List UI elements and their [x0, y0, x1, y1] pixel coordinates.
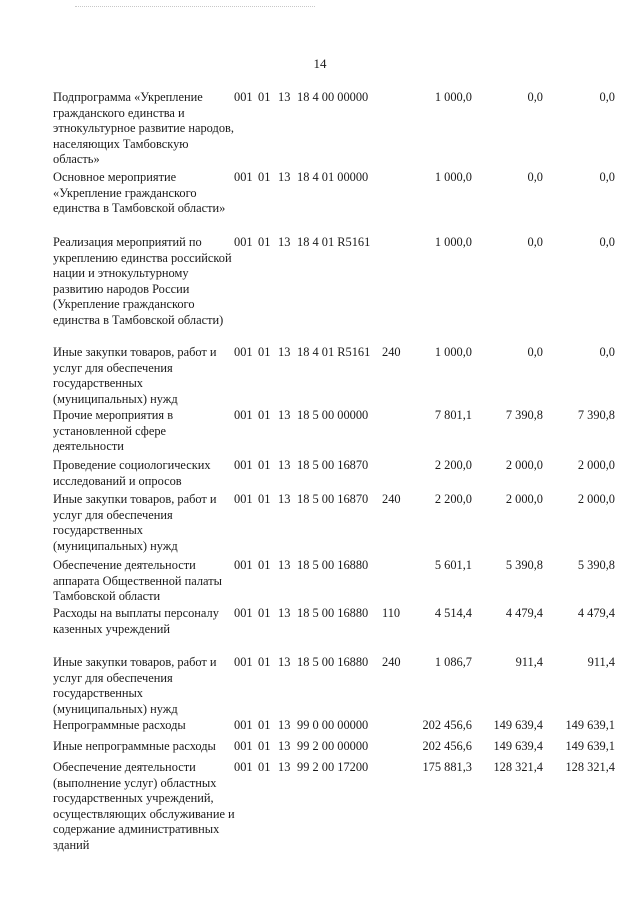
- amount-year-1: 7 801,1: [434, 408, 472, 422]
- row-description: Основное мероприятие «Укрепление гражданского единства в Тамбовской области»: [53, 170, 226, 216]
- department-code: 001: [234, 90, 253, 104]
- target-article-code: 18 5 00 16880: [297, 655, 369, 669]
- section-code: 01: [258, 235, 271, 249]
- section-code: 01: [258, 345, 271, 359]
- amount-year-3: 4 479,4: [577, 606, 615, 620]
- subsection-code: 13: [278, 606, 291, 620]
- target-article-code: 18 4 01 R5161: [297, 235, 371, 249]
- subsection-code: 13: [278, 408, 291, 422]
- section-code: 01: [258, 90, 271, 104]
- subsection-code: 13: [278, 739, 291, 753]
- amount-year-1: 1 086,7: [434, 655, 472, 669]
- row-description: Подпрограмма «Укрепление гражданского единства и этнокультурное развитие народов, населяющих Тамбовскую область»: [53, 90, 234, 167]
- amount-year-3: 5 390,8: [577, 558, 615, 572]
- expense-type-code: 240: [382, 655, 401, 669]
- department-code: 001: [234, 458, 253, 472]
- amount-year-1: 1 000,0: [434, 345, 472, 359]
- amount-year-3: 2 000,0: [577, 458, 615, 472]
- row-description: Расходы на выплаты персоналу казенных учреждений: [53, 606, 219, 636]
- section-code: 01: [258, 408, 271, 422]
- amount-year-2: 2 000,0: [505, 458, 543, 472]
- subsection-code: 13: [278, 760, 291, 774]
- amount-year-3: 0,0: [599, 90, 615, 104]
- subsection-code: 13: [278, 235, 291, 249]
- subsection-code: 13: [278, 558, 291, 572]
- section-code: 01: [258, 655, 271, 669]
- expense-type-code: 110: [382, 606, 401, 620]
- amount-year-1: 2 200,0: [434, 492, 472, 506]
- amount-year-1: 202 456,6: [422, 739, 472, 753]
- amount-year-2: 0,0: [527, 235, 543, 249]
- amount-year-3: 128 321,4: [565, 760, 615, 774]
- department-code: 001: [234, 408, 253, 422]
- section-code: 01: [258, 760, 271, 774]
- amount-year-1: 1 000,0: [434, 170, 472, 184]
- amount-year-3: 911,4: [587, 655, 615, 669]
- subsection-code: 13: [278, 170, 291, 184]
- amount-year-1: 4 514,4: [434, 606, 472, 620]
- amount-year-3: 0,0: [599, 170, 615, 184]
- amount-year-3: 0,0: [599, 235, 615, 249]
- row-description: Иные непрограммные расходы: [53, 739, 216, 753]
- department-code: 001: [234, 345, 253, 359]
- amount-year-3: 149 639,1: [565, 718, 615, 732]
- subsection-code: 13: [278, 458, 291, 472]
- row-description: Обеспечение деятельности (выполнение услуг) областных государственных учреждений, осуществляющих обслуживание и содержание административных зданий: [53, 760, 235, 852]
- row-description: Проведение социологических исследований и опросов: [53, 458, 211, 488]
- subsection-code: 13: [278, 90, 291, 104]
- department-code: 001: [234, 760, 253, 774]
- target-article-code: 18 4 01 00000: [297, 170, 369, 184]
- amount-year-2: 128 321,4: [493, 760, 543, 774]
- amount-year-1: 202 456,6: [422, 718, 472, 732]
- department-code: 001: [234, 170, 253, 184]
- subsection-code: 13: [278, 655, 291, 669]
- row-description: Иные закупки товаров, работ и услуг для обеспечения государственных (муниципальных) нужд: [53, 655, 217, 716]
- scan-artifact: [75, 6, 315, 8]
- section-code: 01: [258, 558, 271, 572]
- target-article-code: 18 5 00 16880: [297, 558, 369, 572]
- row-description: Прочие мероприятия в установленной сфере деятельности: [53, 408, 174, 454]
- row-description: Иные закупки товаров, работ и услуг для обеспечения государственных (муниципальных) нужд: [53, 345, 217, 406]
- target-article-code: 18 4 00 00000: [297, 90, 369, 104]
- section-code: 01: [258, 492, 271, 506]
- amount-year-2: 149 639,4: [493, 739, 543, 753]
- department-code: 001: [234, 235, 253, 249]
- target-article-code: 18 4 01 R5161: [297, 345, 371, 359]
- amount-year-3: 7 390,8: [577, 408, 615, 422]
- target-article-code: 18 5 00 00000: [297, 408, 369, 422]
- section-code: 01: [258, 718, 271, 732]
- department-code: 001: [234, 558, 253, 572]
- amount-year-3: 0,0: [599, 345, 615, 359]
- section-code: 01: [258, 606, 271, 620]
- amount-year-3: 149 639,1: [565, 739, 615, 753]
- amount-year-2: 149 639,4: [493, 718, 543, 732]
- department-code: 001: [234, 492, 253, 506]
- amount-year-2: 4 479,4: [505, 606, 543, 620]
- target-article-code: 99 0 00 00000: [297, 718, 369, 732]
- amount-year-1: 1 000,0: [434, 90, 472, 104]
- amount-year-2: 7 390,8: [505, 408, 543, 422]
- target-article-code: 18 5 00 16870: [297, 458, 369, 472]
- amount-year-1: 2 200,0: [434, 458, 472, 472]
- department-code: 001: [234, 739, 253, 753]
- row-description: Непрограммные расходы: [53, 718, 186, 732]
- expense-type-code: 240: [382, 345, 401, 359]
- amount-year-3: 2 000,0: [577, 492, 615, 506]
- subsection-code: 13: [278, 492, 291, 506]
- amount-year-2: 0,0: [527, 345, 543, 359]
- amount-year-1: 5 601,1: [434, 558, 472, 572]
- subsection-code: 13: [278, 345, 291, 359]
- amount-year-2: 2 000,0: [505, 492, 543, 506]
- amount-year-2: 5 390,8: [505, 558, 543, 572]
- amount-year-2: 0,0: [527, 170, 543, 184]
- section-code: 01: [258, 458, 271, 472]
- row-description: Обеспечение деятельности аппарата Общественной палаты Тамбовской области: [53, 558, 222, 604]
- section-code: 01: [258, 170, 271, 184]
- section-code: 01: [258, 739, 271, 753]
- amount-year-2: 911,4: [515, 655, 543, 669]
- target-article-code: 99 2 00 00000: [297, 739, 369, 753]
- department-code: 001: [234, 655, 253, 669]
- row-description: Иные закупки товаров, работ и услуг для обеспечения государственных (муниципальных) нужд: [53, 492, 217, 553]
- row-description: Реализация мероприятий по укреплению единства российской нации и этнокультурному развитию народов России (Укрепление гражданского единства в Тамбовской области): [53, 235, 232, 327]
- subsection-code: 13: [278, 718, 291, 732]
- amount-year-1: 1 000,0: [434, 235, 472, 249]
- department-code: 001: [234, 718, 253, 732]
- target-article-code: 18 5 00 16880: [297, 606, 369, 620]
- target-article-code: 99 2 00 17200: [297, 760, 369, 774]
- amount-year-1: 175 881,3: [422, 760, 472, 774]
- target-article-code: 18 5 00 16870: [297, 492, 369, 506]
- expense-type-code: 240: [382, 492, 401, 506]
- amount-year-2: 0,0: [527, 90, 543, 104]
- department-code: 001: [234, 606, 253, 620]
- page-number: 14: [313, 56, 327, 71]
